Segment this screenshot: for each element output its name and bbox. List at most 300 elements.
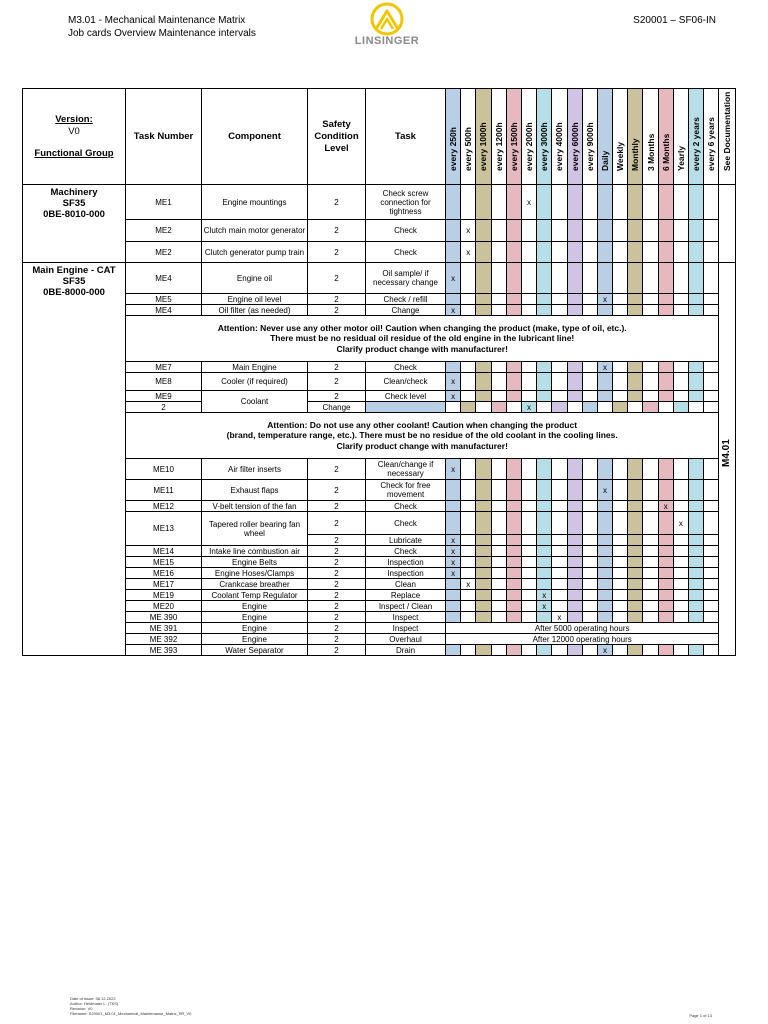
interval-cell <box>552 294 567 305</box>
interval-header-17 <box>704 89 719 185</box>
interval-cell <box>704 480 719 501</box>
interval-cell <box>491 220 506 242</box>
document-code: S20001 – SF06-IN <box>633 15 716 26</box>
interval-cell <box>613 501 628 512</box>
interval-cell <box>506 501 521 512</box>
interval-cell <box>628 391 643 402</box>
interval-cell <box>658 185 673 220</box>
interval-cell <box>552 579 567 590</box>
interval-cell <box>689 612 704 623</box>
task-action: Clean/change if necessary <box>366 459 446 480</box>
safety-level: 2 <box>308 362 366 373</box>
interval-cell <box>613 557 628 568</box>
interval-mark: x <box>451 557 456 567</box>
interval-cell <box>491 402 506 413</box>
interval-cell <box>567 185 582 220</box>
interval-header-17-label: every 6 years <box>706 116 717 171</box>
interval-cell <box>613 362 628 373</box>
task-action: Inspect / Clean <box>366 601 446 612</box>
interval-cell <box>491 185 506 220</box>
interval-cell <box>582 645 597 656</box>
logo-mark-icon <box>352 2 422 36</box>
interval-cell <box>567 568 582 579</box>
interval-header-5-label: every 2000h <box>524 121 535 171</box>
group-name-line: 0BE-8000-000 <box>43 287 105 298</box>
group-name-line: 0BE-8010-000 <box>43 209 105 220</box>
interval-cell <box>491 362 506 373</box>
interval-cell <box>628 612 643 623</box>
interval-cell <box>704 557 719 568</box>
interval-cell <box>461 373 476 391</box>
interval-cell <box>658 512 673 535</box>
interval-cell <box>461 220 476 242</box>
interval-header-2-label: every 1000h <box>478 121 489 171</box>
interval-cell <box>613 185 628 220</box>
task-action: Inspect <box>366 623 446 634</box>
interval-cell <box>658 546 673 557</box>
interval-cell <box>461 480 476 501</box>
interval-cell <box>628 305 643 316</box>
interval-cell <box>597 501 612 512</box>
interval-cell <box>628 242 643 263</box>
interval-cell <box>446 263 461 294</box>
attention-coolant-notice-line: Attention: Do not use any other coolant! Caution when changing the product <box>267 419 578 430</box>
interval-cell <box>689 305 704 316</box>
see-documentation-value: M4.01 <box>721 439 733 467</box>
interval-cell <box>643 305 658 316</box>
interval-header-14-label: 6 Months <box>660 133 671 171</box>
interval-cell <box>476 645 491 656</box>
interval-cell <box>521 601 536 612</box>
interval-cell <box>673 590 688 601</box>
interval-cell <box>673 535 688 546</box>
interval-cell <box>506 391 521 402</box>
interval-cell <box>582 263 597 294</box>
interval-cell <box>537 362 552 373</box>
interval-cell <box>491 590 506 601</box>
interval-cell <box>491 480 506 501</box>
interval-cell <box>628 263 643 294</box>
table-row <box>23 612 736 623</box>
interval-header-1-label: every 500h <box>463 126 474 171</box>
task-action: Change <box>366 305 446 316</box>
safety-level: 2 <box>126 402 202 413</box>
interval-cell <box>643 501 658 512</box>
interval-cell <box>446 501 461 512</box>
interval-mark: x <box>451 305 456 315</box>
interval-cell <box>491 242 506 263</box>
table-row <box>23 501 736 512</box>
interval-cell <box>521 294 536 305</box>
interval-cell <box>491 512 506 535</box>
interval-cell <box>506 546 521 557</box>
safety-level: 2 <box>308 263 366 294</box>
interval-mark: x <box>602 485 607 495</box>
interval-cell <box>476 501 491 512</box>
component: V-belt tension of the fan <box>202 501 308 512</box>
safety-level: 2 <box>308 501 366 512</box>
interval-cell <box>521 185 536 220</box>
interval-cell <box>658 645 673 656</box>
safety-level: 2 <box>308 459 366 480</box>
interval-cell <box>521 362 536 373</box>
interval-cell <box>461 185 476 220</box>
interval-cell <box>567 373 582 391</box>
interval-cell <box>552 242 567 263</box>
interval-cell <box>567 645 582 656</box>
interval-header-6-label: every 3000h <box>539 121 550 171</box>
interval-cell <box>461 391 476 402</box>
interval-cell <box>582 568 597 579</box>
interval-cell <box>582 546 597 557</box>
interval-cell <box>446 557 461 568</box>
task-number: ME13 <box>126 512 202 546</box>
interval-cell <box>552 402 567 413</box>
interval-cell <box>491 391 506 402</box>
interval-mark: x <box>678 518 683 528</box>
interval-cell <box>461 645 476 656</box>
task-number: ME11 <box>126 480 202 501</box>
task-number: ME1 <box>126 185 202 220</box>
interval-cell <box>552 391 567 402</box>
interval-cell <box>446 185 461 220</box>
interval-cell <box>446 373 461 391</box>
task-action: Check <box>366 501 446 512</box>
interval-cell <box>476 568 491 579</box>
interval-cell <box>552 557 567 568</box>
group-name-line: Machinery <box>50 187 98 198</box>
interval-cell <box>506 263 521 294</box>
interval-header-12 <box>628 89 643 185</box>
interval-cell <box>643 557 658 568</box>
task-number: ME12 <box>126 501 202 512</box>
interval-cell <box>597 305 612 316</box>
interval-header-0-label: every 250h <box>448 126 459 171</box>
version-label: Version: <box>55 113 93 125</box>
interval-cell <box>521 568 536 579</box>
safety-level: 2 <box>308 590 366 601</box>
interval-cell <box>597 480 612 501</box>
interval-cell <box>461 305 476 316</box>
interval-cell <box>628 294 643 305</box>
interval-mark: x <box>466 579 471 589</box>
interval-cell <box>461 535 476 546</box>
task-number: ME 392 <box>126 634 202 645</box>
interval-cell <box>552 185 567 220</box>
interval-cell <box>673 294 688 305</box>
interval-mark: x <box>466 247 471 257</box>
interval-cell <box>673 185 688 220</box>
table-row <box>23 402 736 413</box>
interval-cell <box>613 391 628 402</box>
interval-cell <box>673 568 688 579</box>
interval-cell <box>491 263 506 294</box>
task-number: ME2 <box>126 220 202 242</box>
interval-cell <box>704 601 719 612</box>
interval-cell <box>476 601 491 612</box>
interval-cell <box>461 459 476 480</box>
interval-mark: x <box>451 546 456 556</box>
interval-cell <box>704 612 719 623</box>
maintenance-matrix-table <box>22 88 736 656</box>
interval-cell <box>537 459 552 480</box>
interval-cell <box>643 185 658 220</box>
interval-cell <box>628 373 643 391</box>
interval-cell <box>597 391 612 402</box>
interval-cell <box>658 579 673 590</box>
interval-cell <box>567 590 582 601</box>
interval-cell <box>689 590 704 601</box>
component: Engine <box>202 601 308 612</box>
interval-cell <box>521 501 536 512</box>
interval-cell <box>613 263 628 294</box>
interval-header-3-label: every 1200h <box>493 121 504 171</box>
interval-cell <box>552 535 567 546</box>
interval-cell <box>552 459 567 480</box>
interval-cell <box>582 557 597 568</box>
interval-cell <box>521 305 536 316</box>
interval-cell <box>461 294 476 305</box>
interval-cell <box>597 612 612 623</box>
interval-cell <box>461 512 476 535</box>
interval-cell <box>537 645 552 656</box>
interval-cell <box>628 220 643 242</box>
interval-cell <box>461 612 476 623</box>
interval-cell <box>658 220 673 242</box>
interval-cell <box>552 612 567 623</box>
interval-cell <box>643 535 658 546</box>
interval-header-11 <box>613 89 628 185</box>
interval-cell <box>658 480 673 501</box>
interval-cell <box>689 185 704 220</box>
table-row <box>23 294 736 305</box>
version-header <box>23 89 126 185</box>
interval-cell <box>552 512 567 535</box>
interval-header-2 <box>476 89 491 185</box>
interval-cell <box>597 645 612 656</box>
interval-cell <box>521 391 536 402</box>
attention-oil-notice <box>23 316 736 362</box>
footer-author: Author: Heldmaier L. (TKS) <box>70 1001 119 1006</box>
interval-cell <box>582 601 597 612</box>
task-number: ME7 <box>126 362 202 373</box>
interval-cell <box>704 373 719 391</box>
interval-cell <box>582 402 597 413</box>
interval-cell <box>491 535 506 546</box>
interval-mark: x <box>527 402 532 412</box>
component: Engine oil level <box>202 294 308 305</box>
task-number: ME10 <box>126 459 202 480</box>
interval-cell <box>537 220 552 242</box>
task-number: ME20 <box>126 601 202 612</box>
interval-header-4 <box>506 89 521 185</box>
table-row <box>23 634 736 645</box>
interval-cell <box>476 362 491 373</box>
interval-cell <box>461 263 476 294</box>
table-row <box>23 579 736 590</box>
task-number: ME 391 <box>126 623 202 634</box>
interval-cell <box>366 402 446 413</box>
see-documentation-blank <box>719 185 736 263</box>
interval-cell <box>461 579 476 590</box>
interval-cell <box>521 535 536 546</box>
interval-cell <box>567 501 582 512</box>
interval-cell <box>537 535 552 546</box>
interval-cell <box>673 512 688 535</box>
interval-cell <box>673 459 688 480</box>
table-row <box>23 220 736 242</box>
interval-mark: x <box>451 391 456 401</box>
safety-level: 2 <box>308 645 366 656</box>
safety-level: 2 <box>308 557 366 568</box>
safety-level: 2 <box>308 391 366 402</box>
footer-info <box>70 996 191 1016</box>
component: Main Engine <box>202 362 308 373</box>
interval-header-1 <box>461 89 476 185</box>
interval-cell <box>582 590 597 601</box>
interval-cell <box>476 612 491 623</box>
interval-cell <box>476 590 491 601</box>
interval-cell <box>658 557 673 568</box>
interval-mark: x <box>466 226 471 235</box>
interval-cell <box>506 535 521 546</box>
interval-cell <box>673 601 688 612</box>
interval-mark: x <box>602 362 607 372</box>
document-title: M3.01 - Mechanical Maintenance Matrix <box>68 15 246 26</box>
interval-cell <box>461 601 476 612</box>
interval-cell <box>537 557 552 568</box>
table-row <box>23 623 736 634</box>
interval-cell <box>658 612 673 623</box>
interval-cell <box>628 557 643 568</box>
interval-cell <box>521 512 536 535</box>
interval-cell <box>689 512 704 535</box>
interval-cell <box>506 220 521 242</box>
interval-cell <box>689 568 704 579</box>
interval-cell <box>521 590 536 601</box>
interval-cell <box>628 512 643 535</box>
table-row <box>23 305 736 316</box>
interval-header-5 <box>521 89 536 185</box>
interval-cell <box>643 645 658 656</box>
interval-cell <box>704 512 719 535</box>
interval-mark: x <box>542 601 547 611</box>
interval-cell <box>597 568 612 579</box>
task-number: ME2 <box>126 242 202 263</box>
interval-cell <box>613 242 628 263</box>
interval-mark: x <box>663 501 668 511</box>
interval-cell <box>597 546 612 557</box>
interval-cell <box>582 501 597 512</box>
task-number: ME4 <box>126 305 202 316</box>
interval-cell <box>658 402 673 413</box>
interval-cell <box>491 373 506 391</box>
component: Coolant <box>202 391 308 413</box>
interval-cell <box>537 373 552 391</box>
safety-level: 2 <box>308 612 366 623</box>
interval-cell <box>704 459 719 480</box>
interval-cell <box>537 185 552 220</box>
interval-cell <box>476 480 491 501</box>
task-action: Check <box>366 512 446 535</box>
task-action: Check <box>366 242 446 263</box>
interval-cell <box>582 391 597 402</box>
interval-cell <box>567 601 582 612</box>
interval-cell <box>521 242 536 263</box>
logo-text: LINSINGER <box>354 35 420 47</box>
safety-level: 2 <box>308 305 366 316</box>
table-row <box>23 391 736 402</box>
interval-cell <box>521 402 536 413</box>
interval-cell <box>643 402 658 413</box>
interval-cell <box>673 645 688 656</box>
interval-cell <box>446 535 461 546</box>
interval-cell <box>613 305 628 316</box>
task-action: Overhaul <box>366 634 446 645</box>
interval-cell <box>643 590 658 601</box>
interval-note: After 5000 operating hours <box>446 623 719 634</box>
interval-cell <box>597 459 612 480</box>
interval-cell <box>628 579 643 590</box>
interval-cell <box>628 402 643 413</box>
interval-header-16 <box>689 89 704 185</box>
interval-cell <box>597 557 612 568</box>
task-number: ME14 <box>126 546 202 557</box>
interval-cell <box>552 568 567 579</box>
component: Water Separator <box>202 645 308 656</box>
interval-cell <box>567 512 582 535</box>
interval-cell <box>446 546 461 557</box>
interval-cell <box>704 590 719 601</box>
interval-cell <box>506 373 521 391</box>
task-header: Task <box>366 89 446 185</box>
interval-header-11-label: Weekly <box>615 141 626 171</box>
interval-cell <box>491 459 506 480</box>
interval-cell <box>658 305 673 316</box>
interval-header-0 <box>446 89 461 185</box>
interval-cell <box>506 362 521 373</box>
interval-cell <box>446 601 461 612</box>
interval-cell <box>446 568 461 579</box>
interval-cell <box>689 373 704 391</box>
interval-cell <box>552 480 567 501</box>
interval-cell <box>689 546 704 557</box>
interval-cell <box>461 242 476 263</box>
interval-cell <box>506 601 521 612</box>
interval-cell <box>689 645 704 656</box>
interval-cell <box>567 220 582 242</box>
interval-cell <box>704 391 719 402</box>
attention-coolant-notice-line: (brand, temperature range, etc.). There must be no residue of the old coolant in the cooling lines. <box>226 430 618 441</box>
safety-level: 2 <box>308 535 366 546</box>
interval-cell <box>506 512 521 535</box>
interval-cell <box>704 535 719 546</box>
interval-cell <box>537 546 552 557</box>
interval-cell <box>643 546 658 557</box>
group-machinery <box>23 185 126 263</box>
interval-cell <box>537 601 552 612</box>
task-action: Check <box>366 220 446 242</box>
interval-cell <box>673 362 688 373</box>
interval-cell <box>704 645 719 656</box>
interval-cell <box>552 305 567 316</box>
interval-cell <box>658 501 673 512</box>
interval-cell <box>521 557 536 568</box>
interval-cell <box>673 263 688 294</box>
interval-cell <box>689 557 704 568</box>
interval-cell <box>613 546 628 557</box>
interval-cell <box>689 220 704 242</box>
